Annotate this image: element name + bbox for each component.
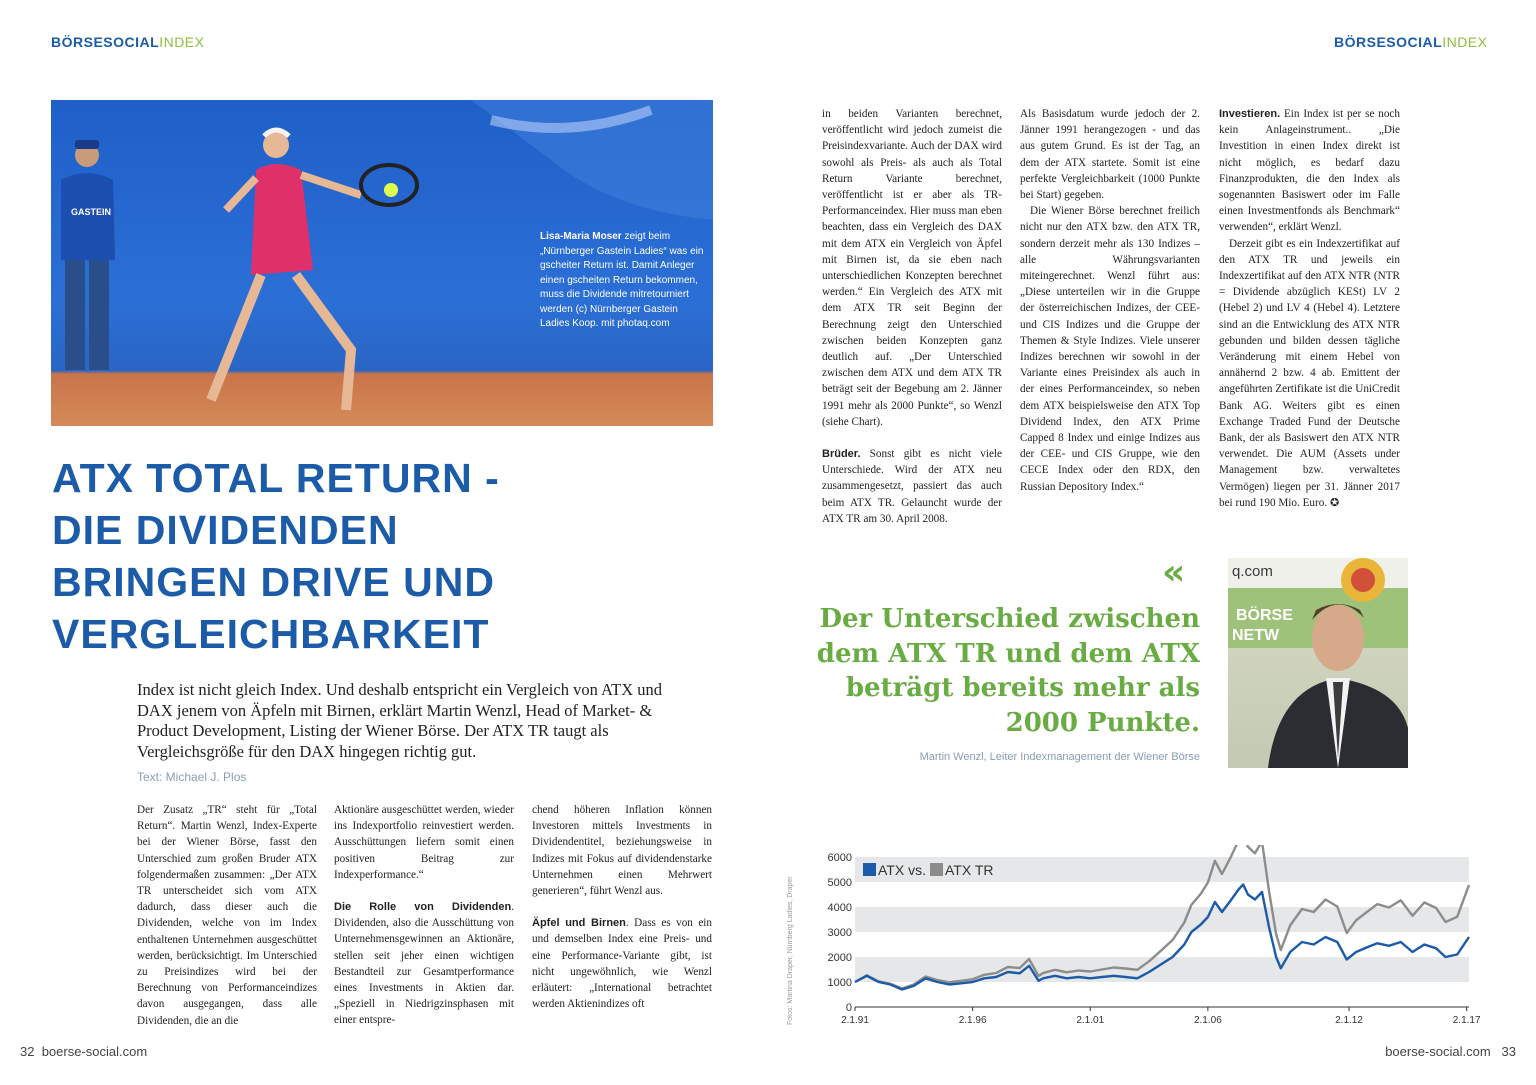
chart-band: [855, 957, 1469, 982]
right-column-1: [822, 106, 1002, 527]
photo-credit-text: Fotos: Martina Draper, Nürnberg Ladies, Draper: [787, 876, 794, 1025]
body-column-2: [334, 802, 514, 1029]
paragraph: Die Wiener Börse berechnet freilich nicht nur den ATX bzw. den ATX TR, sondern derzeit mehr als 130 Indizes – alle Währungsvarianten miteingerechnet. Wenzl führt aus: „Diese unterteilen wir in die Gruppe der österreichischen Indizes, der CEE- und CIS Indizes und die Gruppe der Themen & Style Indizes. Viele unserer Indizes berechnen wir sowohl in der Variante eines Preisindex als auch in der eines Performanceindex, so neben dem ATX beispielsweise den ATX Top Dividend Index, den ATX Prime Capped 8 Index und einige Indizes aus der CEE- und CIS Gruppe, wie den CECE Index oder den RDX, den Russian Depository Index.“: [1020, 205, 1200, 493]
headline-line-2: DIE DIVIDENDEN: [52, 507, 399, 553]
legend-swatch-atxtr: [930, 863, 943, 876]
paragraph: in beiden Varianten berechnet, veröffentlicht wird jedoch zumeist die Preisindexvariante. Auch der DAX wird sowohl als Preis- als auch als Total Return Variante berechnet, veröffentlicht ist er aber als TR-Performanceindex. Hier muss man eben beachten, dass ein Vergleich des DAX mit dem ATX ein Vergleich von Äpfel mit Birnen ist, da sie eben nach unterschiedlichen Konzepten berechnet werden.“ Ein Vergleich des ATX mit dem ATX TR seit Beginn der Berechnung zeigt den Unterschied zwischen beiden Konzepten ganz deutlich auf. „Der Unterschied zwischen dem ATX und dem ATX TR beträgt seit der Begebung am 2. Jänner 1991 mehr als 2000 Punkte“, so Wenzl (siehe Chart).: [822, 108, 1002, 428]
x-tick-label: 2.1.96: [958, 1015, 987, 1026]
site-link-right[interactable]: boerse-social.com: [1385, 1044, 1491, 1059]
paragraph: Derzeit gibt es ein Indexzertifikat auf den ATX TR und jeweils ein Indexzertifikat auf den ATX NTR (NTR = Dividende abzüglich KESt) LV 2 (Hebel 2) und LV 4 (Hebel 4). Letztere sind an die Entwicklung des ATX NTR gebunden und bilden dessen tägliche Veränderung mit einem Hebel von annähernd 2 bzw. 4 ab. Emittent der angeführten Zertifikate ist die UniCredit Bank AG. Weiters gibt es einen Exchange Traded Fund der Deutsche Bank, der als Basiswert den ATX NTR verwendet. Die AUM (Assets under Management bzw. verwaltetes Vermögen) liegen per 31. Jänner 2017 bei rund 190 Mio. Euro.: [1219, 237, 1400, 509]
x-tick-label: 2.1.17: [1452, 1015, 1481, 1026]
end-mark-icon: ✪: [1329, 496, 1340, 509]
photo-caption: [540, 230, 705, 332]
headline-line-1: ATX TOTAL RETURN -: [52, 455, 500, 501]
y-tick-label: 0: [845, 1002, 852, 1014]
caption-text: zeigt beim „Nürnberger Gastein Ladies“ was ein gscheiter Return ist. Damit Anleger einen gscheiten Return bekommen, muss die Dividende mitretourniert werden (c) Nürnberger Gastein Ladies Koop. mit photaq.com: [540, 231, 704, 329]
paragraph: Ein Index ist per se noch kein Anlageinstrument.. „Die Investition in einen Index direkt ist nicht möglich, es bedarf dazu Finanzprodukten, die den Index als sogenannten Basiswert oder im Falle einen Investmentfonds als Benchmark“ verwenden“, erklärt Wenzl.: [1219, 108, 1400, 234]
paragraph: Aktionäre ausgeschüttet werden, wieder ins Indexportfolio reinvestiert werden. Ausschüttungen liefern somit einen positiven Beitrag zur Indexperformance.“: [334, 804, 514, 881]
pull-quote: Der Unterschied zwischen dem ATX TR und dem ATX beträgt bereits mehr als 2000 Punkte.: [816, 604, 1200, 738]
brand-bold: BÖRSESOCIAL: [1334, 34, 1443, 50]
photo-credit: [784, 875, 798, 1025]
headline: [52, 452, 612, 660]
header-brand-left: [51, 34, 204, 50]
brand-light: INDEX: [159, 34, 205, 50]
y-tick-label: 6000: [827, 852, 852, 864]
portrait-photo: [1228, 558, 1408, 768]
subheading-aepfel: Äpfel und Birnen: [532, 917, 626, 930]
caption-name: Lisa-Maria Moser: [540, 231, 622, 242]
paragraph: Sonst gibt es nicht viele Unterschiede. Wird der ATX neu zusammengesetzt, passiert das auch beim ATX TR. Gelauncht wurde der ATX TR am 30. April 2008.: [822, 448, 1002, 525]
footer-right: [1385, 1044, 1516, 1059]
paragraph: Der Zusatz „TR“ steht für „Total Return“. Martin Wenzl, Index-Experte bei der Wiener Börse, fasst den Unterschied zum großen Bruder ATX folgendermaßen zusammen: „Der ATX TR unterscheidet sich vom ATX dadurch, dass dieser auch die Dividenden, welche von im Index enthaltenen Unternehmen ausgeschüttet werden, berücksichtigt. Im Unterschied zu Preisindizes wird bei der Berechnung von Performanceindizes davon ausgegangen, dass alle Dividenden, die an die: [137, 804, 317, 1027]
legend-label-atx: ATX vs.: [878, 862, 926, 878]
backdrop-text: BÖRSE: [1236, 607, 1293, 624]
author-line: Text: Michael J. Plos: [137, 770, 247, 784]
headline-line-3: BRINGEN DRIVE UND: [52, 559, 495, 605]
subheading-rolle: Die Rolle von Dividenden: [334, 901, 512, 914]
site-link-left[interactable]: boerse-social.com: [41, 1044, 148, 1059]
x-tick-label: 2.1.06: [1193, 1015, 1222, 1026]
backdrop-text: q.com: [1232, 563, 1273, 580]
x-tick-label: 2.1.01: [1076, 1015, 1105, 1026]
body-column-3: [532, 802, 712, 1012]
lead-paragraph: Index ist nicht gleich Index. Und deshalb entspricht ein Vergleich von ATX und DAX jenem von Äpfeln mit Birnen, erklärt Martin Wenzl, Head of Market- & Product Development, Listing der Wiener Börse. Der ATX TR taugt als Vergleichsgröße für den DAX hingegen richtig gut.: [137, 680, 662, 761]
right-column-2: [1020, 106, 1200, 495]
quote-mark-icon: «: [1162, 552, 1186, 593]
portrait-illustration: [1228, 558, 1408, 768]
brand-bold: BÖRSESOCIAL: [51, 34, 160, 50]
page-number-left: 32: [20, 1044, 35, 1059]
subheading-brueder: Brüder.: [822, 448, 861, 461]
paragraph: . Dividenden, also die Ausschüttung von Unternehmensgewinnen an Aktionäre, stellen seit jeher einen wichtigen Bestandteil zur Gesamtperformance eines Investments in Aktien dar. „Speziell in Niedrigzinsphasen mit einer entspre-: [334, 901, 514, 1027]
x-tick-label: 2.1.12: [1335, 1015, 1363, 1026]
headline-line-4: VERGLEICHBARKEIT: [52, 611, 490, 657]
x-tick-label: 2.1.91: [841, 1015, 869, 1026]
y-tick-label: 3000: [827, 927, 852, 939]
legend-swatch-atx: [863, 863, 876, 876]
brand-light: INDEX: [1442, 34, 1488, 50]
y-tick-label: 1000: [827, 977, 852, 989]
paragraph: . Dass es von ein und demselben Index eine Preis- und eine Performance-Variante gibt, ist nicht ungewöhnlich, wie Wenzl erläutert: „International betrachtet werden Aktienindizes oft: [532, 917, 712, 1011]
legend-label-atxtr: ATX TR: [945, 862, 994, 878]
paragraph: chend höheren Inflation können Investoren mittels Investments in Dividendentitel, beziehungsweise in Indizes mit Fokus auf dividendenstarke Unternehmen einen Mehrwert generieren“, führt Wenzl aus.: [532, 804, 712, 898]
footer-left: [20, 1044, 147, 1059]
y-tick-label: 2000: [827, 952, 852, 964]
shirt-text: GASTEIN: [71, 207, 112, 217]
right-column-3: [1219, 106, 1400, 511]
paragraph: Als Basisdatum wurde jedoch der 2. Jänner 1991 herangezogen - und das aus gutem Grund. Es ist der Tag, an dem der ATX startete. Somit ist eine perfekte Vergleichbarkeit (1000 Punkte bei Start) gegeben.: [1020, 108, 1200, 202]
quote-source: Martin Wenzl, Leiter Indexmanagement der Wiener Börse: [919, 751, 1200, 763]
index-chart: [805, 845, 1495, 1035]
y-tick-label: 4000: [827, 902, 852, 914]
subheading-investieren: Investieren.: [1219, 108, 1281, 120]
body-column-1: [137, 802, 317, 1029]
backdrop-text: NETW: [1232, 627, 1280, 644]
chart-band: [855, 907, 1469, 932]
page-number-right: 33: [1501, 1044, 1516, 1059]
header-brand-right: [1334, 34, 1487, 50]
y-tick-label: 5000: [827, 877, 852, 889]
